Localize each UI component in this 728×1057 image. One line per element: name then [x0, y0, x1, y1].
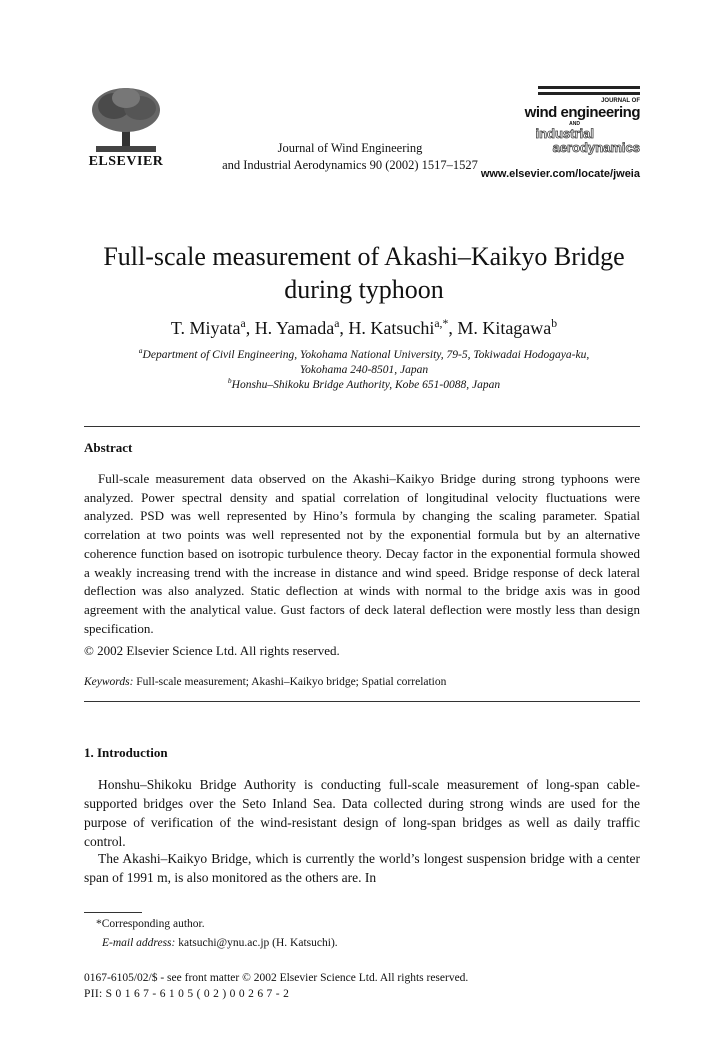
email-address[interactable]: katsuchi@ynu.ac.jp (H. Katsuchi).: [178, 937, 338, 949]
paper-title: [60, 240, 668, 306]
affiliations: [70, 348, 658, 393]
publisher-name: ELSEVIER: [88, 154, 164, 169]
author-affil-mark: a,*: [434, 317, 449, 330]
journal-logo: [508, 86, 640, 166]
author: H. Yamada$^a$,: [254, 317, 349, 338]
logo-main: wind engineering: [524, 104, 640, 121]
author: M. Kitagawa$^b$: [457, 317, 558, 338]
body-paragraph: The Akashi–Kaikyo Bridge, which is currently the world’s longest suspension bridge with a center span of 1991 m, is also monitored as the others are. In: [84, 851, 640, 885]
logo-sub1: industrial: [535, 126, 594, 141]
author-affil-mark: b: [551, 317, 558, 330]
affiliation-b: $^b$Honshu–Shikoku Bridge Authority, Kobe 651-0088, Japan: [227, 376, 501, 391]
logo-rule: [538, 92, 640, 95]
affiliation-a-cont: Yokohama 240-8501, Japan: [299, 364, 429, 376]
tree-icon: [84, 86, 168, 154]
journal-volume: and Industrial Aerodynamics 90 (2002) 1517–1527: [222, 158, 478, 172]
keywords-label: Keywords:: [84, 676, 134, 688]
logo-small-top: JOURNAL OF: [601, 98, 640, 104]
journal-url[interactable]: www.elsevier.com/locate/jweia: [480, 168, 640, 180]
email-label: E-mail address:: [102, 937, 176, 949]
section-heading: 1. Introduction: [84, 745, 168, 760]
author-list: [60, 318, 668, 339]
logo-rule: [538, 86, 640, 89]
body-paragraph: Honshu–Shikoku Bridge Authority is conducting full-scale measurement of long-span cable-supported bridges over the Seto Inland Sea. Data collected during strong winds are used for the purpose of verification of the wind-resistant design of long-span bridges as well as daily traffic control.: [84, 777, 640, 849]
title-line-1: Full-scale measurement of Akashi–Kaikyo Bridge: [103, 242, 625, 271]
logo-small-mid: AND: [569, 121, 580, 127]
issn-line: 0167-6105/02/$ - see front matter © 2002 Elsevier Science Ltd. All rights reserved.: [84, 972, 469, 984]
abstract-copyright: © 2002 Elsevier Science Ltd. All rights reserved.: [84, 643, 340, 658]
author-affil-mark: a: [334, 317, 340, 330]
corresponding-author-note: *Corresponding author.: [96, 918, 205, 930]
author: T. Miyata$^a$,: [170, 317, 255, 338]
footnote-rule: [84, 912, 142, 913]
keywords: [84, 676, 640, 688]
abstract-body: Full-scale measurement data observed on the Akashi–Kaikyo Bridge during strong typhoons were analyzed. Power spectral density and spatial correlation of longitudinal velocity fluctuations were analyzed. PSD was well represented by Hino’s formula by changing the scaling parameter. Spatial correlation at two points was well represented not by the exponential formula but by an alternative coherence function based on isotropic turbulence theory. Decay factor in the exponential formula showed a weakly increasing trend with the increase in distance and wind speed. Bridge response of deck lateral deflection was also analyzed. Static deflection at winds with normal to the bridge axis was in good agreement with the analytical value. Gust factors of deck lateral deflection were mostly less than design specification.: [84, 471, 640, 636]
email-note: [102, 937, 338, 949]
abstract-top-rule: [84, 426, 640, 427]
author: H. Katsuchi$^{a,*}$,: [348, 317, 458, 338]
author-affil-mark: a: [240, 317, 246, 330]
pii-line: PII: S 0 1 6 7 - 6 1 0 5 ( 0 2 ) 0 0 2 6 7 - 2: [84, 988, 290, 1000]
journal-citation: [190, 140, 510, 174]
title-line-2: during typhoon: [284, 275, 444, 304]
abstract-bottom-rule: [84, 701, 640, 702]
journal-name: Journal of Wind Engineering: [277, 141, 423, 155]
keywords-value: Full-scale measurement; Akashi–Kaikyo bridge; Spatial correlation: [136, 676, 447, 688]
abstract-heading: Abstract: [84, 440, 133, 455]
logo-sub2: aerodynamics: [552, 140, 640, 155]
affiliation-a: $^a$Department of Civil Engineering, Yokohama National University, 79-5, Tokiwadai Hodogaya-ku,: [138, 346, 590, 361]
